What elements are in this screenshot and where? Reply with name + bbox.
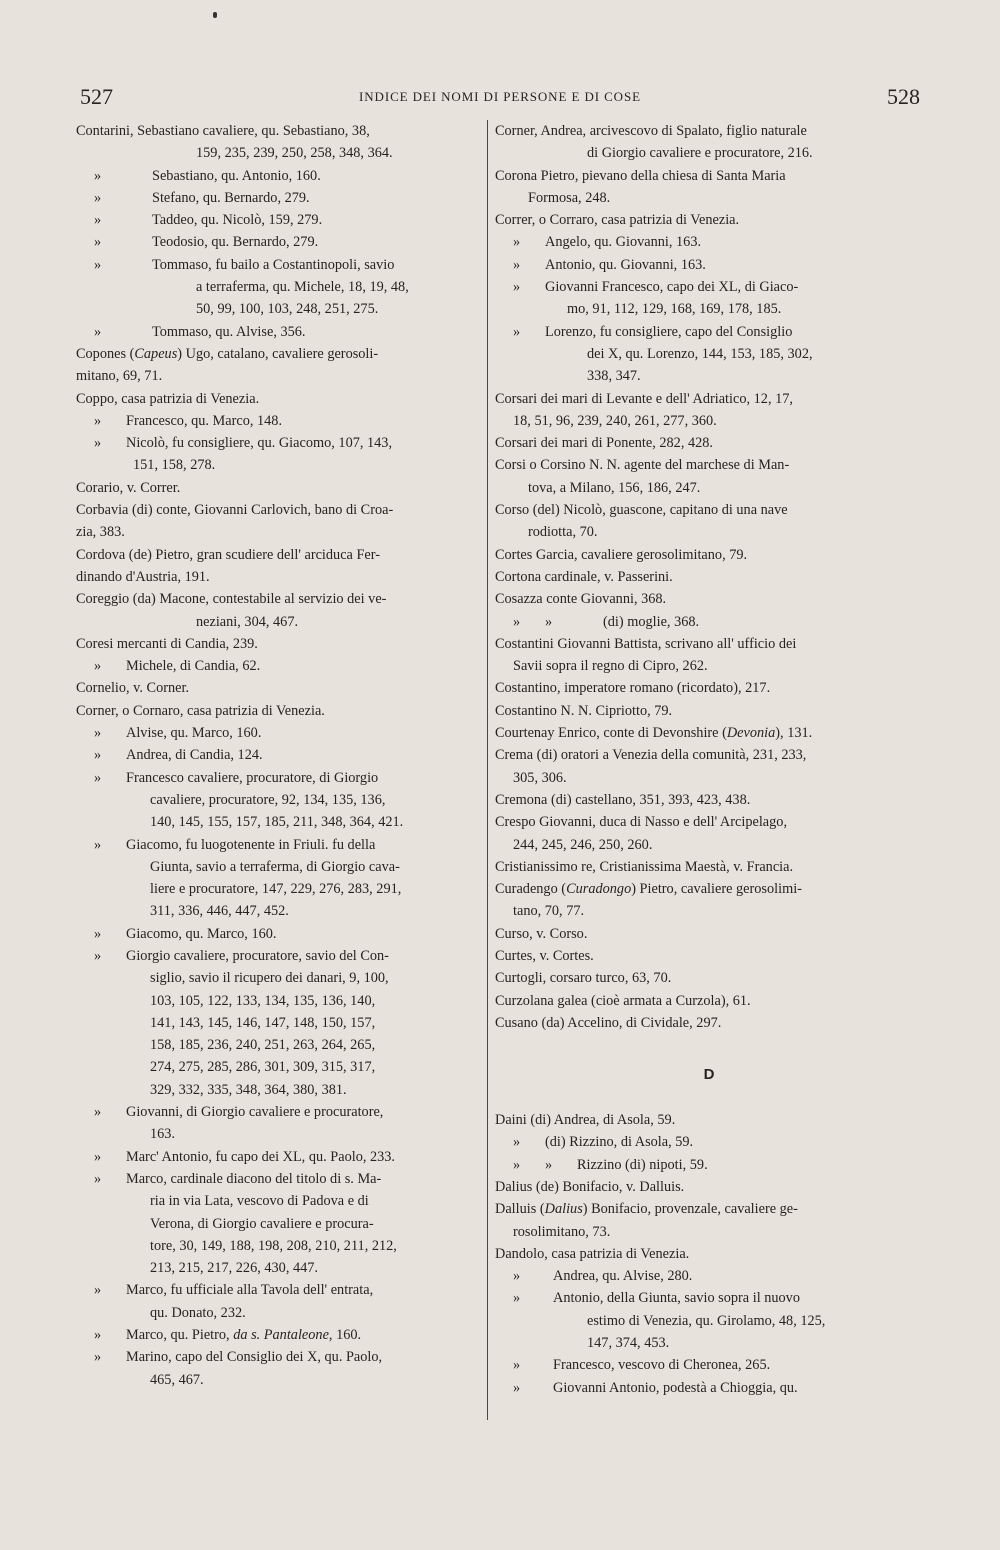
index-subentry xyxy=(76,254,479,276)
index-line: tano, 70, 77. xyxy=(513,903,585,920)
index-line: Giacomo, qu. Marco, 160. xyxy=(126,925,277,942)
italic-variant: Devonia xyxy=(726,725,776,742)
index-line: mo, 91, 112, 129, 168, 169, 178, 185. xyxy=(567,301,782,318)
index-line: Cusano (da) Accelino, di Cividale, 297. xyxy=(495,1014,722,1031)
index-line: Cortes Garcia, cavaliere gerosolimitano, 79. xyxy=(495,546,748,563)
ditto-mark: » xyxy=(513,234,521,251)
index-line: neziani, 304, 467. xyxy=(196,613,299,630)
index-line: Costantini Giovanni Battista, scrivano all' ufficio dei xyxy=(495,635,797,652)
ditto-mark: » xyxy=(513,1357,521,1374)
index-line: Corner, o Cornaro, casa patrizia di Venezia. xyxy=(76,702,325,719)
index-subentry xyxy=(495,1354,923,1376)
index-line: 103, 105, 122, 133, 134, 135, 136, 140, xyxy=(150,992,376,1009)
italic-variant: Capeus xyxy=(134,345,178,362)
index-line: Correr, o Corraro, casa patrizia di Venezia. xyxy=(495,212,740,229)
index-subentry xyxy=(76,1324,479,1346)
ditto-mark: » xyxy=(513,279,521,296)
index-line: Curso, v. Corso. xyxy=(495,925,588,942)
index-line: dinando d'Austria, 191. xyxy=(76,568,210,585)
index-line: Savii sopra il regno di Cipro, 262. xyxy=(513,658,708,675)
index-subentry xyxy=(495,254,923,276)
index-subentry xyxy=(76,187,479,209)
index-subentry xyxy=(76,923,479,945)
ditto-mark: » xyxy=(94,1327,102,1344)
index-subentry xyxy=(495,611,923,633)
index-subentry xyxy=(76,834,479,856)
index-line: liere e procuratore, 147, 229, 276, 283, 291, xyxy=(150,881,402,898)
index-line: Corsari dei mari di Ponente, 282, 428. xyxy=(495,435,713,452)
index-line: Michele, di Candia, 62. xyxy=(126,658,261,675)
ditto-mark: » xyxy=(94,167,102,184)
index-line: rosolimitano, 73. xyxy=(513,1223,611,1240)
index-line: estimo di Venezia, qu. Girolamo, 48, 125, xyxy=(587,1312,826,1329)
index-subentry xyxy=(76,231,479,253)
ditto-mark: » xyxy=(94,1170,102,1187)
index-line: Sebastiano, qu. Antonio, 160. xyxy=(152,167,321,184)
index-line: Contarini, Sebastiano cavaliere, qu. Sebastiano, 38, xyxy=(76,123,370,139)
index-line: Giovanni, di Giorgio cavaliere e procuratore, xyxy=(126,1104,384,1121)
index-subentry xyxy=(76,1101,479,1123)
index-line: 305, 306. xyxy=(513,769,567,786)
index-line: Corona Pietro, pievano della chiesa di Santa Maria xyxy=(495,167,786,184)
ditto-mark: » xyxy=(94,1148,102,1165)
index-line: 311, 336, 446, 447, 452. xyxy=(150,903,289,920)
index-line: Costantino N. N. Cipriotto, 79. xyxy=(495,702,673,719)
index-line: Daini (di) Andrea, di Asola, 59. xyxy=(495,1112,676,1129)
index-line: 50, 99, 100, 103, 248, 251, 275. xyxy=(196,301,379,318)
index-line: 163. xyxy=(150,1126,176,1143)
ditto-mark: » xyxy=(545,1156,553,1173)
index-line: Corso (del) Nicolò, guascone, capitano di una nave xyxy=(495,502,788,519)
index-line: dei X, qu. Lorenzo, 144, 153, 185, 302, xyxy=(587,345,813,362)
index-line: Cortona cardinale, v. Passerini. xyxy=(495,568,673,585)
index-line: 147, 374, 453. xyxy=(587,1335,670,1352)
index-line: Lorenzo, fu consigliere, capo del Consiglio xyxy=(545,323,793,340)
index-line: Marino, capo del Consiglio dei X, qu. Paolo, xyxy=(126,1349,383,1366)
index-line: 329, 332, 335, 348, 364, 380, 381. xyxy=(150,1081,347,1098)
index-subentry xyxy=(495,1265,923,1287)
ditto-mark: » xyxy=(94,836,102,853)
ditto-mark: » xyxy=(94,1104,102,1121)
index-subentry xyxy=(76,209,479,231)
ditto-mark: » xyxy=(94,725,102,742)
index-line: Corsari dei mari di Levante e dell' Adriatico, 12, 17, xyxy=(495,390,793,407)
index-subentry xyxy=(76,722,479,744)
column-divider xyxy=(487,120,488,1420)
ditto-mark: » xyxy=(94,189,102,206)
index-line: 244, 245, 246, 250, 260. xyxy=(513,836,653,853)
section-gap xyxy=(495,1034,923,1056)
italic-variant: Dalius xyxy=(544,1201,583,1218)
index-subentry xyxy=(76,1146,479,1168)
ditto-mark: » xyxy=(513,1156,521,1173)
index-line: 140, 145, 155, 157, 185, 211, 348, 364, 421. xyxy=(150,814,404,831)
index-line: Cosazza conte Giovanni, 368. xyxy=(495,591,667,608)
italic-variant: Curadongo xyxy=(566,881,632,898)
ditto-mark: » xyxy=(94,435,102,452)
index-line: rodiotta, 70. xyxy=(528,524,598,541)
index-subentry xyxy=(495,231,923,253)
index-line: Giovanni Francesco, capo dei XL, di Giaco- xyxy=(545,279,799,296)
index-line: Curzolana galea (cioè armata a Curzola), 61. xyxy=(495,992,751,1009)
index-line: di Giorgio cavaliere e procuratore, 216. xyxy=(587,145,813,162)
page-number-right: 528 xyxy=(887,84,920,109)
index-line: Marco, fu ufficiale alla Tavola dell' entrata, xyxy=(126,1282,374,1299)
index-line: 141, 143, 145, 146, 147, 148, 150, 157, xyxy=(150,1014,376,1031)
index-line: a terraferma, qu. Michele, 18, 19, 48, xyxy=(196,279,409,296)
index-line: zia, 383. xyxy=(76,524,125,541)
index-line: tore, 30, 149, 188, 198, 208, 210, 211, 212, xyxy=(150,1237,397,1254)
index-line: Francesco cavaliere, procuratore, di Giorgio xyxy=(126,769,379,786)
index-line: Verona, di Giorgio cavaliere e procura- xyxy=(150,1215,374,1232)
index-line: Giunta, savio a terraferma, di Giorgio cava- xyxy=(150,858,400,875)
index-line: Crema (di) oratori a Venezia della comunità, 231, 233, xyxy=(495,747,807,764)
index-subentry xyxy=(76,767,479,789)
ditto-mark: » xyxy=(513,256,521,273)
left-column xyxy=(76,120,479,1391)
index-line: tova, a Milano, 156, 186, 247. xyxy=(528,479,701,496)
index-line: Cornelio, v. Corner. xyxy=(76,680,190,697)
index-line: ria in via Lata, vescovo di Padova e di xyxy=(150,1193,369,1210)
index-line: Andrea, qu. Alvise, 280. xyxy=(553,1268,693,1285)
index-line: Crespo Giovanni, duca di Nasso e dell' Arcipelago, xyxy=(495,814,788,831)
index-line: Nicolò, fu consigliere, qu. Giacomo, 107, 143, xyxy=(126,435,393,452)
index-subentry xyxy=(76,1168,479,1190)
index-subentry xyxy=(76,410,479,432)
index-line: Cristianissimo re, Cristianissima Maestà, v. Francia. xyxy=(495,858,794,875)
index-line: Corario, v. Correr. xyxy=(76,479,181,496)
index-line: 159, 235, 239, 250, 258, 348, 364. xyxy=(196,145,393,162)
index-line: Marc' Antonio, fu capo dei XL, qu. Paolo, 233. xyxy=(126,1148,396,1165)
section-letter-heading: D xyxy=(703,1066,715,1084)
index-line: Marco, qu. Pietro, da s. Pantaleone, 160. xyxy=(126,1327,362,1344)
index-line: Tommaso, qu. Alvise, 356. xyxy=(152,323,306,340)
index-line: (di) moglie, 368. xyxy=(603,613,700,630)
index-line: Marco, cardinale diacono del titolo di s. Ma- xyxy=(126,1170,382,1187)
index-line: Dalius (de) Bonifacio, v. Dalluis. xyxy=(495,1178,685,1195)
index-line: Cordova (de) Pietro, gran scudiere dell' arciduca Fer- xyxy=(76,546,380,563)
ditto-mark: » xyxy=(94,747,102,764)
ditto-mark: » xyxy=(94,212,102,229)
index-line: Stefano, qu. Bernardo, 279. xyxy=(152,189,310,206)
index-subentry xyxy=(76,744,479,766)
index-line: Antonio, della Giunta, savio sopra il nuovo xyxy=(553,1290,800,1307)
right-column xyxy=(495,120,923,1399)
ditto-mark: » xyxy=(94,769,102,786)
index-line: Curtes, v. Cortes. xyxy=(495,947,594,964)
index-line: Francesco, qu. Marco, 148. xyxy=(126,412,283,429)
index-line: (di) Rizzino, di Asola, 59. xyxy=(545,1134,694,1151)
index-line: mitano, 69, 71. xyxy=(76,368,163,385)
ditto-mark: » xyxy=(545,613,553,630)
index-subentry xyxy=(76,321,479,343)
index-subentry xyxy=(495,321,923,343)
index-line: Giacomo, fu luogotenente in Friuli. fu della xyxy=(126,836,376,853)
index-line: Formosa, 248. xyxy=(528,189,611,206)
index-line: Taddeo, qu. Nicolò, 159, 279. xyxy=(152,212,323,229)
index-subentry xyxy=(495,1287,923,1309)
index-line: Andrea, di Candia, 124. xyxy=(126,747,263,764)
index-line: Cremona (di) castellano, 351, 393, 423, 438. xyxy=(495,791,751,808)
ditto-mark: » xyxy=(513,1268,521,1285)
index-subentry xyxy=(495,1154,923,1176)
index-line: Giorgio cavaliere, procuratore, savio del Con- xyxy=(126,947,389,964)
section-gap xyxy=(495,1087,923,1109)
index-line: Giovanni Antonio, podestà a Chioggia, qu. xyxy=(553,1379,798,1396)
index-subentry xyxy=(76,432,479,454)
ditto-mark: » xyxy=(94,1349,102,1366)
ditto-mark: » xyxy=(513,1290,521,1307)
index-subentry xyxy=(76,165,479,187)
ditto-mark: » xyxy=(94,234,102,251)
index-line: Corbavia (di) conte, Giovanni Carlovich, bano di Croa- xyxy=(76,502,394,519)
index-line: Corsi o Corsino N. N. agente del marchese di Man- xyxy=(495,457,790,474)
index-line: Curtogli, corsaro turco, 63, 70. xyxy=(495,970,672,987)
index-line: Corner, Andrea, arcivescovo di Spalato, figlio naturale xyxy=(495,123,807,139)
index-line: Coresi mercanti di Candia, 239. xyxy=(76,635,258,652)
italic-variant: da s. Pantaleone xyxy=(233,1327,329,1344)
ditto-mark: » xyxy=(94,256,102,273)
index-line: 158, 185, 236, 240, 251, 263, 264, 265, xyxy=(150,1037,376,1054)
index-line: 465, 467. xyxy=(150,1371,204,1388)
ditto-mark: » xyxy=(94,323,102,340)
ink-speck xyxy=(213,12,217,18)
ditto-mark: » xyxy=(94,947,102,964)
index-line: 274, 275, 285, 286, 301, 309, 315, 317, xyxy=(150,1059,376,1076)
ditto-mark: » xyxy=(513,1379,521,1396)
index-line: Alvise, qu. Marco, 160. xyxy=(126,725,262,742)
ditto-mark: » xyxy=(513,1134,521,1151)
ditto-mark: » xyxy=(94,1282,102,1299)
ditto-mark: » xyxy=(513,613,521,630)
running-title: INDICE DEI NOMI DI PERSONE E DI COSE xyxy=(359,89,641,104)
index-subentry xyxy=(495,1377,923,1399)
ditto-mark: » xyxy=(513,323,521,340)
ditto-mark: » xyxy=(94,412,102,429)
index-line: Dandolo, casa patrizia di Venezia. xyxy=(495,1245,690,1262)
index-subentry xyxy=(76,655,479,677)
index-line: Copones (Capeus) Ugo, catalano, cavaliere gerosoli- xyxy=(76,345,379,362)
index-subentry xyxy=(76,1279,479,1301)
ditto-mark: » xyxy=(94,658,102,675)
running-head xyxy=(0,84,1000,110)
index-line: Curadengo (Curadongo) Pietro, cavaliere gerosolimi- xyxy=(495,881,802,898)
index-line: Dalluis (Dalius) Bonifacio, provenzale, cavaliere ge- xyxy=(495,1201,798,1218)
index-line: 213, 215, 217, 226, 430, 447. xyxy=(150,1260,318,1277)
index-line: qu. Donato, 232. xyxy=(150,1304,246,1321)
index-line: Coppo, casa patrizia di Venezia. xyxy=(76,390,260,407)
index-line: Angelo, qu. Giovanni, 163. xyxy=(545,234,702,251)
index-line: 151, 158, 278. xyxy=(133,457,216,474)
index-line: Courtenay Enrico, conte di Devonshire (Devonia), 131. xyxy=(495,725,813,742)
index-subentry xyxy=(76,945,479,967)
ditto-mark: » xyxy=(94,925,102,942)
index-line: Costantino, imperatore romano (ricordato), 217. xyxy=(495,680,771,697)
index-line: 18, 51, 96, 239, 240, 261, 277, 360. xyxy=(513,412,717,429)
index-line: Teodosio, qu. Bernardo, 279. xyxy=(152,234,319,251)
index-line: 338, 347. xyxy=(587,368,641,385)
index-line: Antonio, qu. Giovanni, 163. xyxy=(545,256,706,273)
page-number-left: 527 xyxy=(80,84,113,109)
index-subentry xyxy=(76,1346,479,1368)
index-line: cavaliere, procuratore, 92, 134, 135, 136, xyxy=(150,791,386,808)
index-line: Tommaso, fu bailo a Costantinopoli, savio xyxy=(152,256,395,273)
index-subentry xyxy=(495,276,923,298)
index-line: Rizzino (di) nipoti, 59. xyxy=(577,1156,708,1173)
index-line: siglio, savio il ricupero dei danari, 9, 100, xyxy=(150,970,389,987)
index-line: Francesco, vescovo di Cheronea, 265. xyxy=(553,1357,771,1374)
index-subentry xyxy=(495,1131,923,1153)
index-line: Coreggio (da) Macone, contestabile al servizio dei ve- xyxy=(76,591,387,608)
